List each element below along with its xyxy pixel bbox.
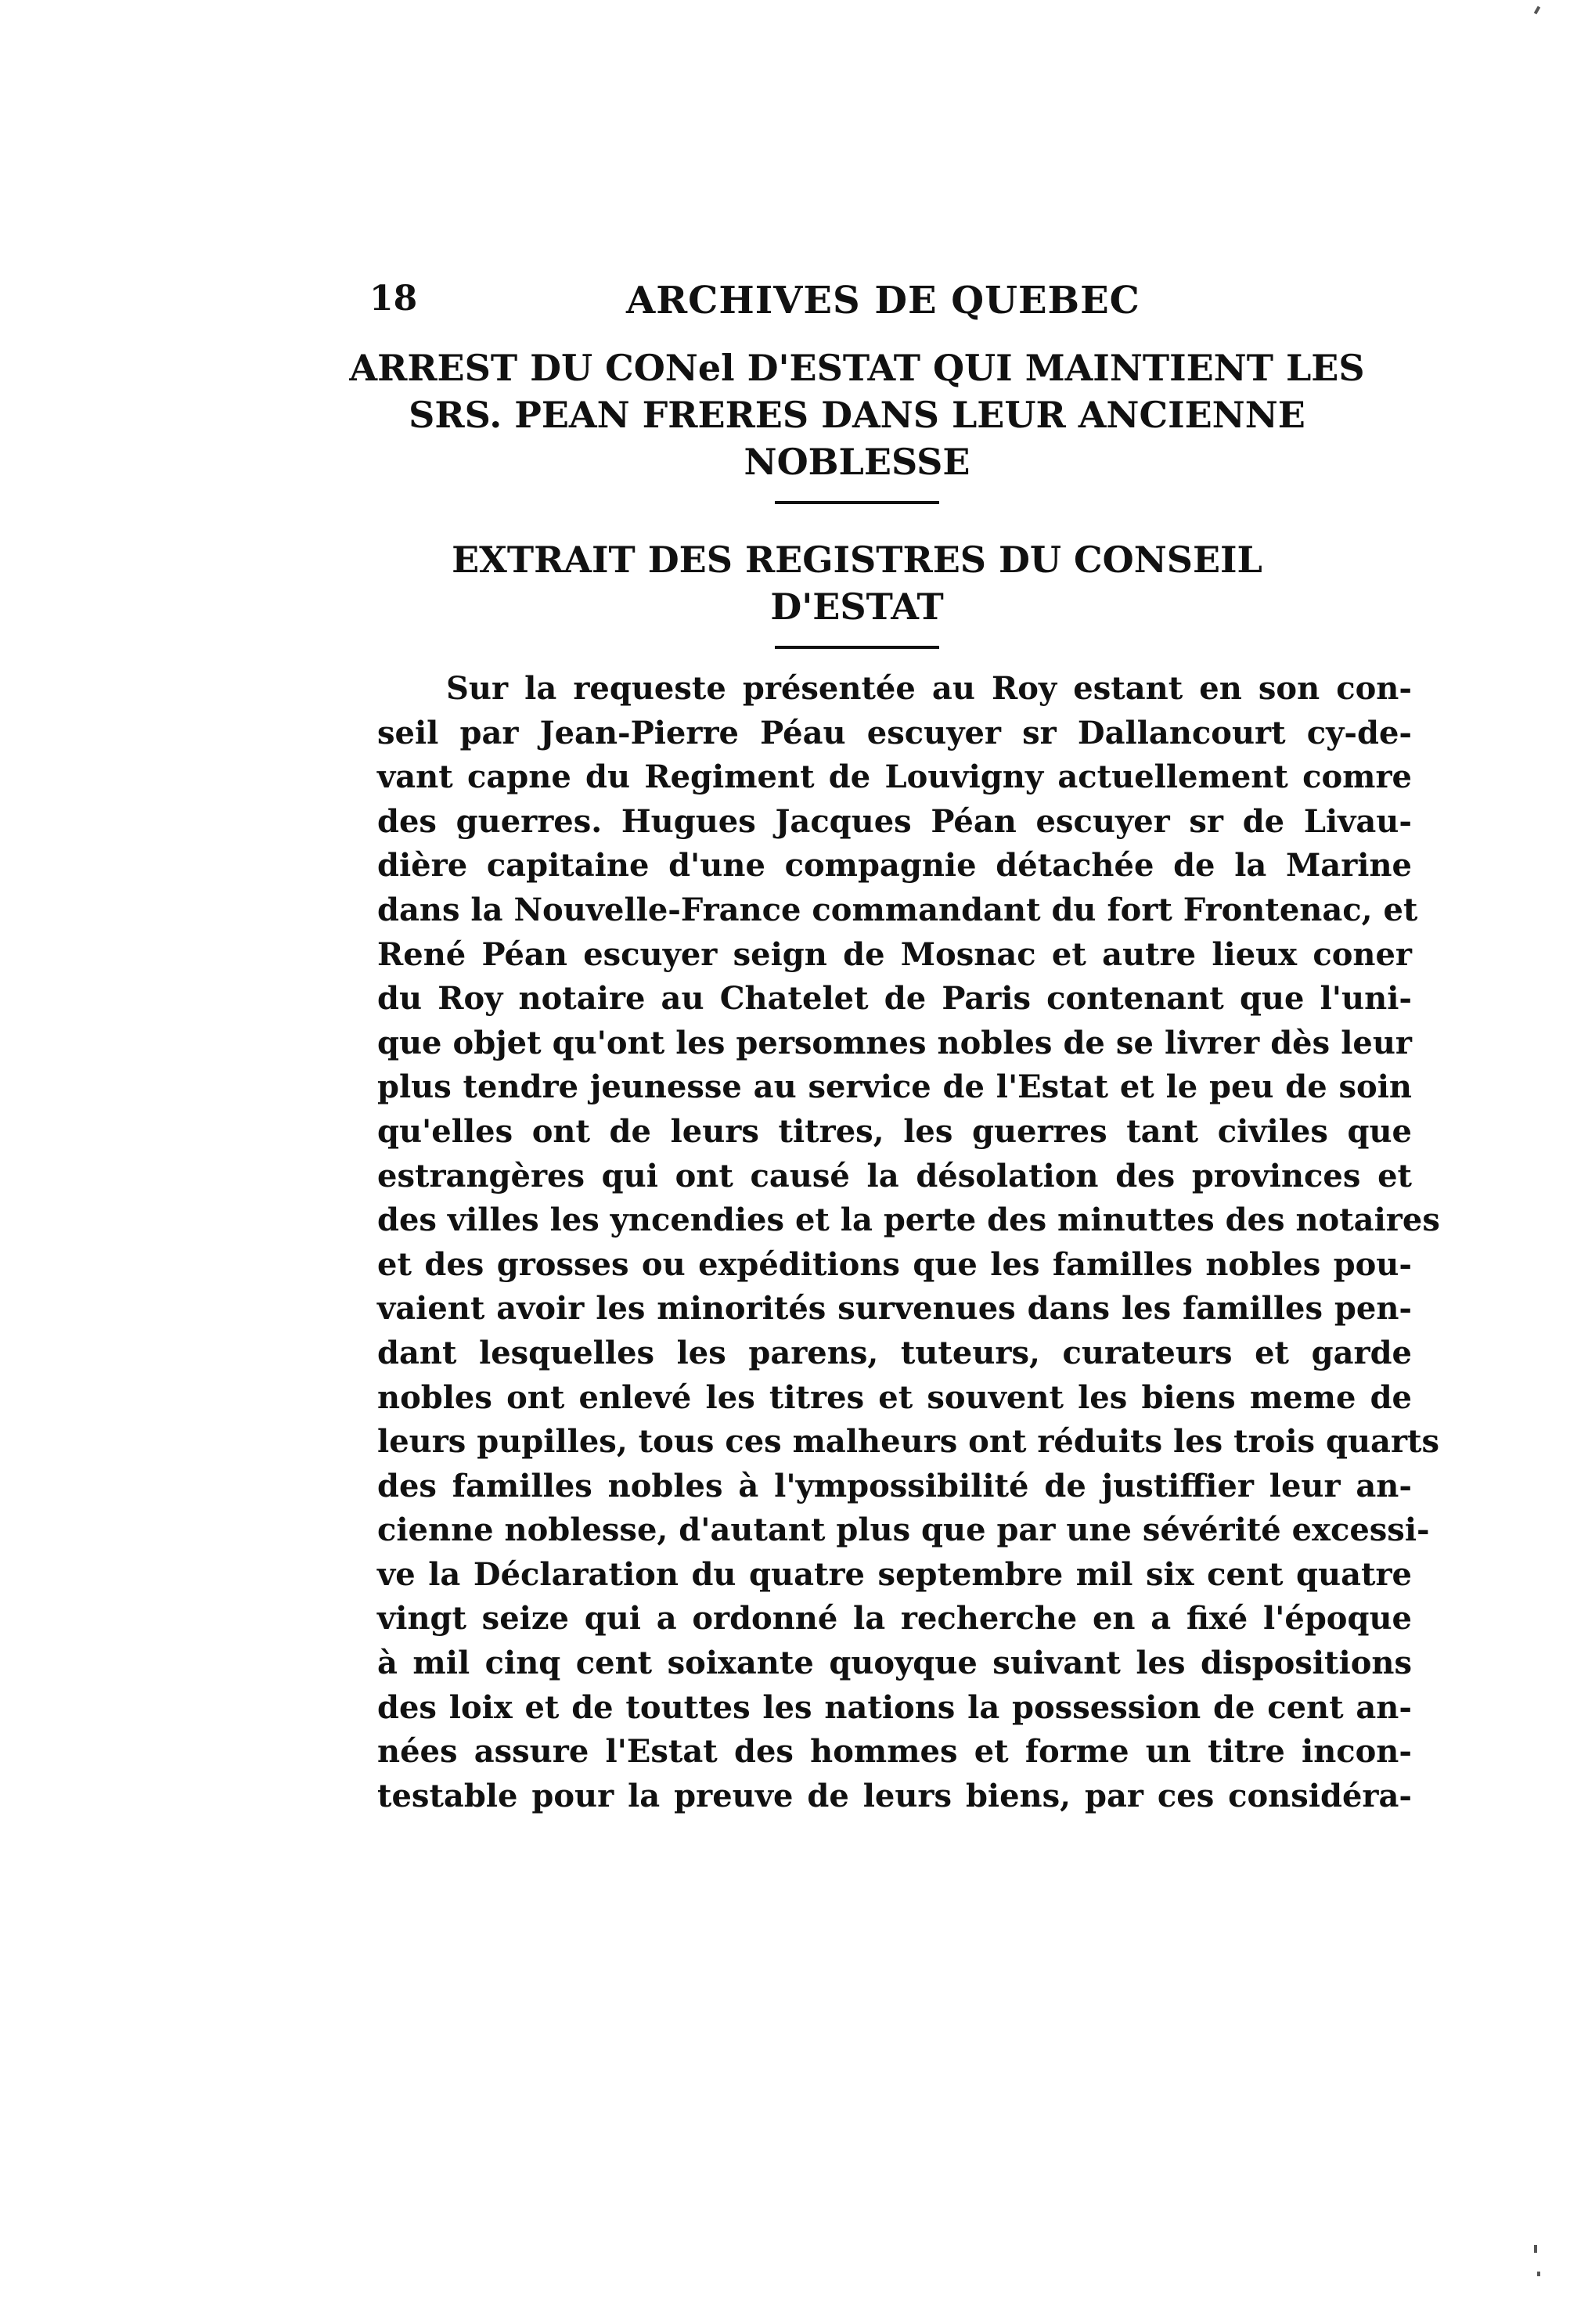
body-line: dant lesquelles les parens, tuteurs, curateurs et garde [377,1334,1412,1371]
running-title: ARCHIVES DE QUEBEC [626,279,1140,322]
body-line: des loix et de touttes les nations la possession de cent an- [377,1688,1412,1726]
page-number: 18 [369,279,418,319]
title-line: SRS. PEAN FRERES DANS LEUR ANCIENNE [409,394,1305,436]
title-line: ARREST DU CONel D'ESTAT QUI MAINTIENT LES [349,347,1365,389]
body-line: à mil cinq cent soixante quoyque suivant les dispositions [377,1645,1412,1682]
body-line: cienne noblesse, d'autant plus que par une sévérité excessi- [377,1512,1430,1549]
body-line: seil par Jean-Pierre Péau escuyer sr Dallancourt cy-de- [377,714,1412,751]
body-line: des guerres. Hugues Jacques Péan escuyer sr de Livau- [377,802,1412,840]
body-line: nobles ont enlevé les titres et souvent les biens meme de [377,1378,1412,1416]
body-line: nées assure l'Estat des hommes et forme un titre incon- [377,1733,1412,1771]
title-divider [775,501,939,504]
body-line: plus tendre jeunesse au service de l'Estat et le peu de soin [377,1068,1412,1106]
body-line: ve la Déclaration du quatre septembre mil six cent quatre [377,1555,1412,1593]
title-line: NOBLESSE [744,441,970,483]
body-line: René Péan escuyer seign de Mosnac et autre lieux coner [377,935,1412,973]
body-line: dans la Nouvelle-France commandant du fort Frontenac, et [377,891,1418,928]
body-line: et des grosses ou expéditions que les familles nobles pou- [377,1245,1412,1283]
body-line: qu'elles ont de leurs titres, les guerres tant civiles que [377,1112,1412,1150]
body-line: testable pour la preuve de leurs biens, par ces considéra- [377,1777,1412,1814]
document-title [329,344,1385,504]
scan-speck [1537,2272,1540,2276]
body-line: dière capitaine d'une compagnie détachée de la Marine [377,847,1412,885]
scan-speck [1534,6,1540,15]
body-line: estrangères qui ont causé la désolation des provinces et [377,1157,1412,1194]
body-line: vingt seize qui a ordonné la recherche en a fixé l'époque [377,1600,1412,1638]
body-line: du Roy notaire au Chatelet de Paris contenant que l'uni- [377,980,1412,1018]
subtitle-line: EXTRAIT DES REGISTRES DU CONSEIL [452,539,1262,581]
body-line: des familles nobles à l'ympossibilité de justiffier leur an- [377,1467,1412,1504]
subtitle-divider [775,646,939,649]
subtitle-line: D'ESTAT [770,586,944,628]
body-paragraph [377,667,1440,1818]
body-line: leurs pupilles, tous ces malheurs ont réduits les trois quarts [377,1423,1440,1461]
body-line: Sur la requeste présentée au Roy estant en son con- [446,670,1412,707]
document-subtitle [329,536,1385,649]
scan-speck [1534,2245,1537,2253]
body-line: vaient avoir les minorités survenues dans les familles pen- [377,1290,1412,1328]
body-line: que objet qu'ont les persomnes nobles de se livrer dès leur [377,1024,1412,1061]
body-line: vant capne du Regiment de Louvigny actuellement comre [377,758,1412,796]
body-line: des villes les yncendies et la perte des minuttes des notaires [377,1202,1440,1239]
